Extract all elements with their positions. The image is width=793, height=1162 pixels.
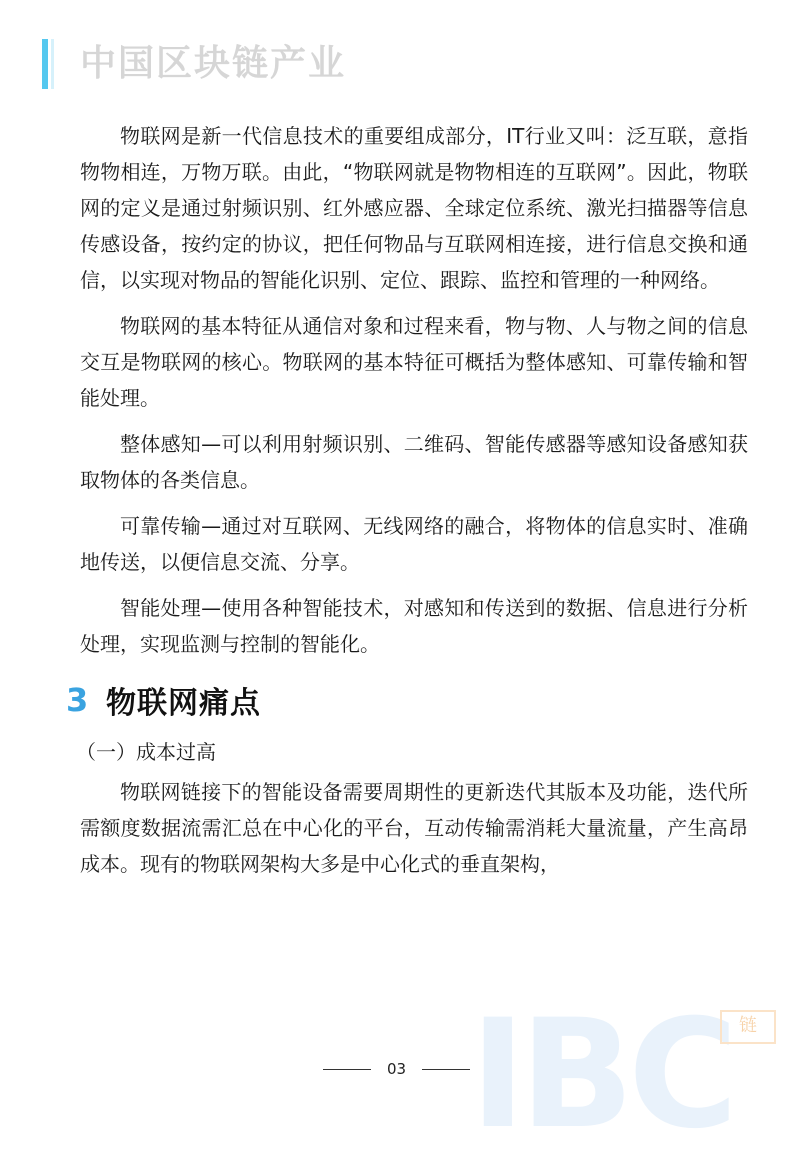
- header-accent-bar: [42, 39, 48, 89]
- paragraph-iot-definition: 物联网是新一代信息技术的重要组成部分，IT行业又叫：泛互联，意指物物相连，万物万联。由此，“物联网就是物物相连的互联网”。因此，物联网的定义是通过射频识别、红外感应器、全球定位系统、激光扫描器等信息传感设备，按约定的协议，把任何物品与互联网相连接，进行信息交换和通信，以实现对物品的智能化识别、定位、跟踪、监控和管理的一种网络。: [80, 124, 748, 292]
- watermark-badge: 链: [720, 1010, 776, 1044]
- header-accent-bar-light: [51, 39, 54, 89]
- paragraph-overall-perception: 整体感知—可以利用射频识别、二维码、智能传感器等感知设备感知获取物体的各类信息。: [80, 432, 748, 492]
- footer-line-right: [422, 1069, 470, 1070]
- section-heading: [66, 676, 748, 724]
- header-title: 中国区块链产业: [80, 43, 347, 84]
- subsection-title: （一）成本过高: [76, 740, 216, 764]
- section-title: 物联网痛点: [106, 686, 261, 721]
- page-footer: [0, 1060, 793, 1078]
- ibc-watermark-logo: IBC: [470, 988, 733, 1162]
- section-number: 3: [66, 681, 89, 719]
- paragraph-intelligent-processing: 智能处理—使用各种智能技术，对感知和传送到的数据、信息进行分析处理，实现监测与控制的智能化。: [80, 596, 748, 656]
- document-body: [66, 118, 748, 892]
- paragraph-high-cost: 物联网链接下的智能设备需要周期性的更新迭代其版本及功能，迭代所需额度数据流需汇总在中心化的平台，互动传输需消耗大量流量，产生高昂成本。现有的物联网架构大多是中心化式的垂直架构，: [80, 780, 748, 876]
- footer-line-left: [323, 1069, 371, 1070]
- paragraph-iot-features: 物联网的基本特征从通信对象和过程来看，物与物、人与物之间的信息交互是物联网的核心。物联网的基本特征可概括为整体感知、可靠传输和智能处理。: [80, 314, 748, 410]
- page-header: [42, 38, 346, 90]
- page-number: 03: [386, 1060, 407, 1078]
- paragraph-reliable-transmission: 可靠传输—通过对互联网、无线网络的融合，将物体的信息实时、准确地传送，以便信息交流、分享。: [80, 514, 748, 574]
